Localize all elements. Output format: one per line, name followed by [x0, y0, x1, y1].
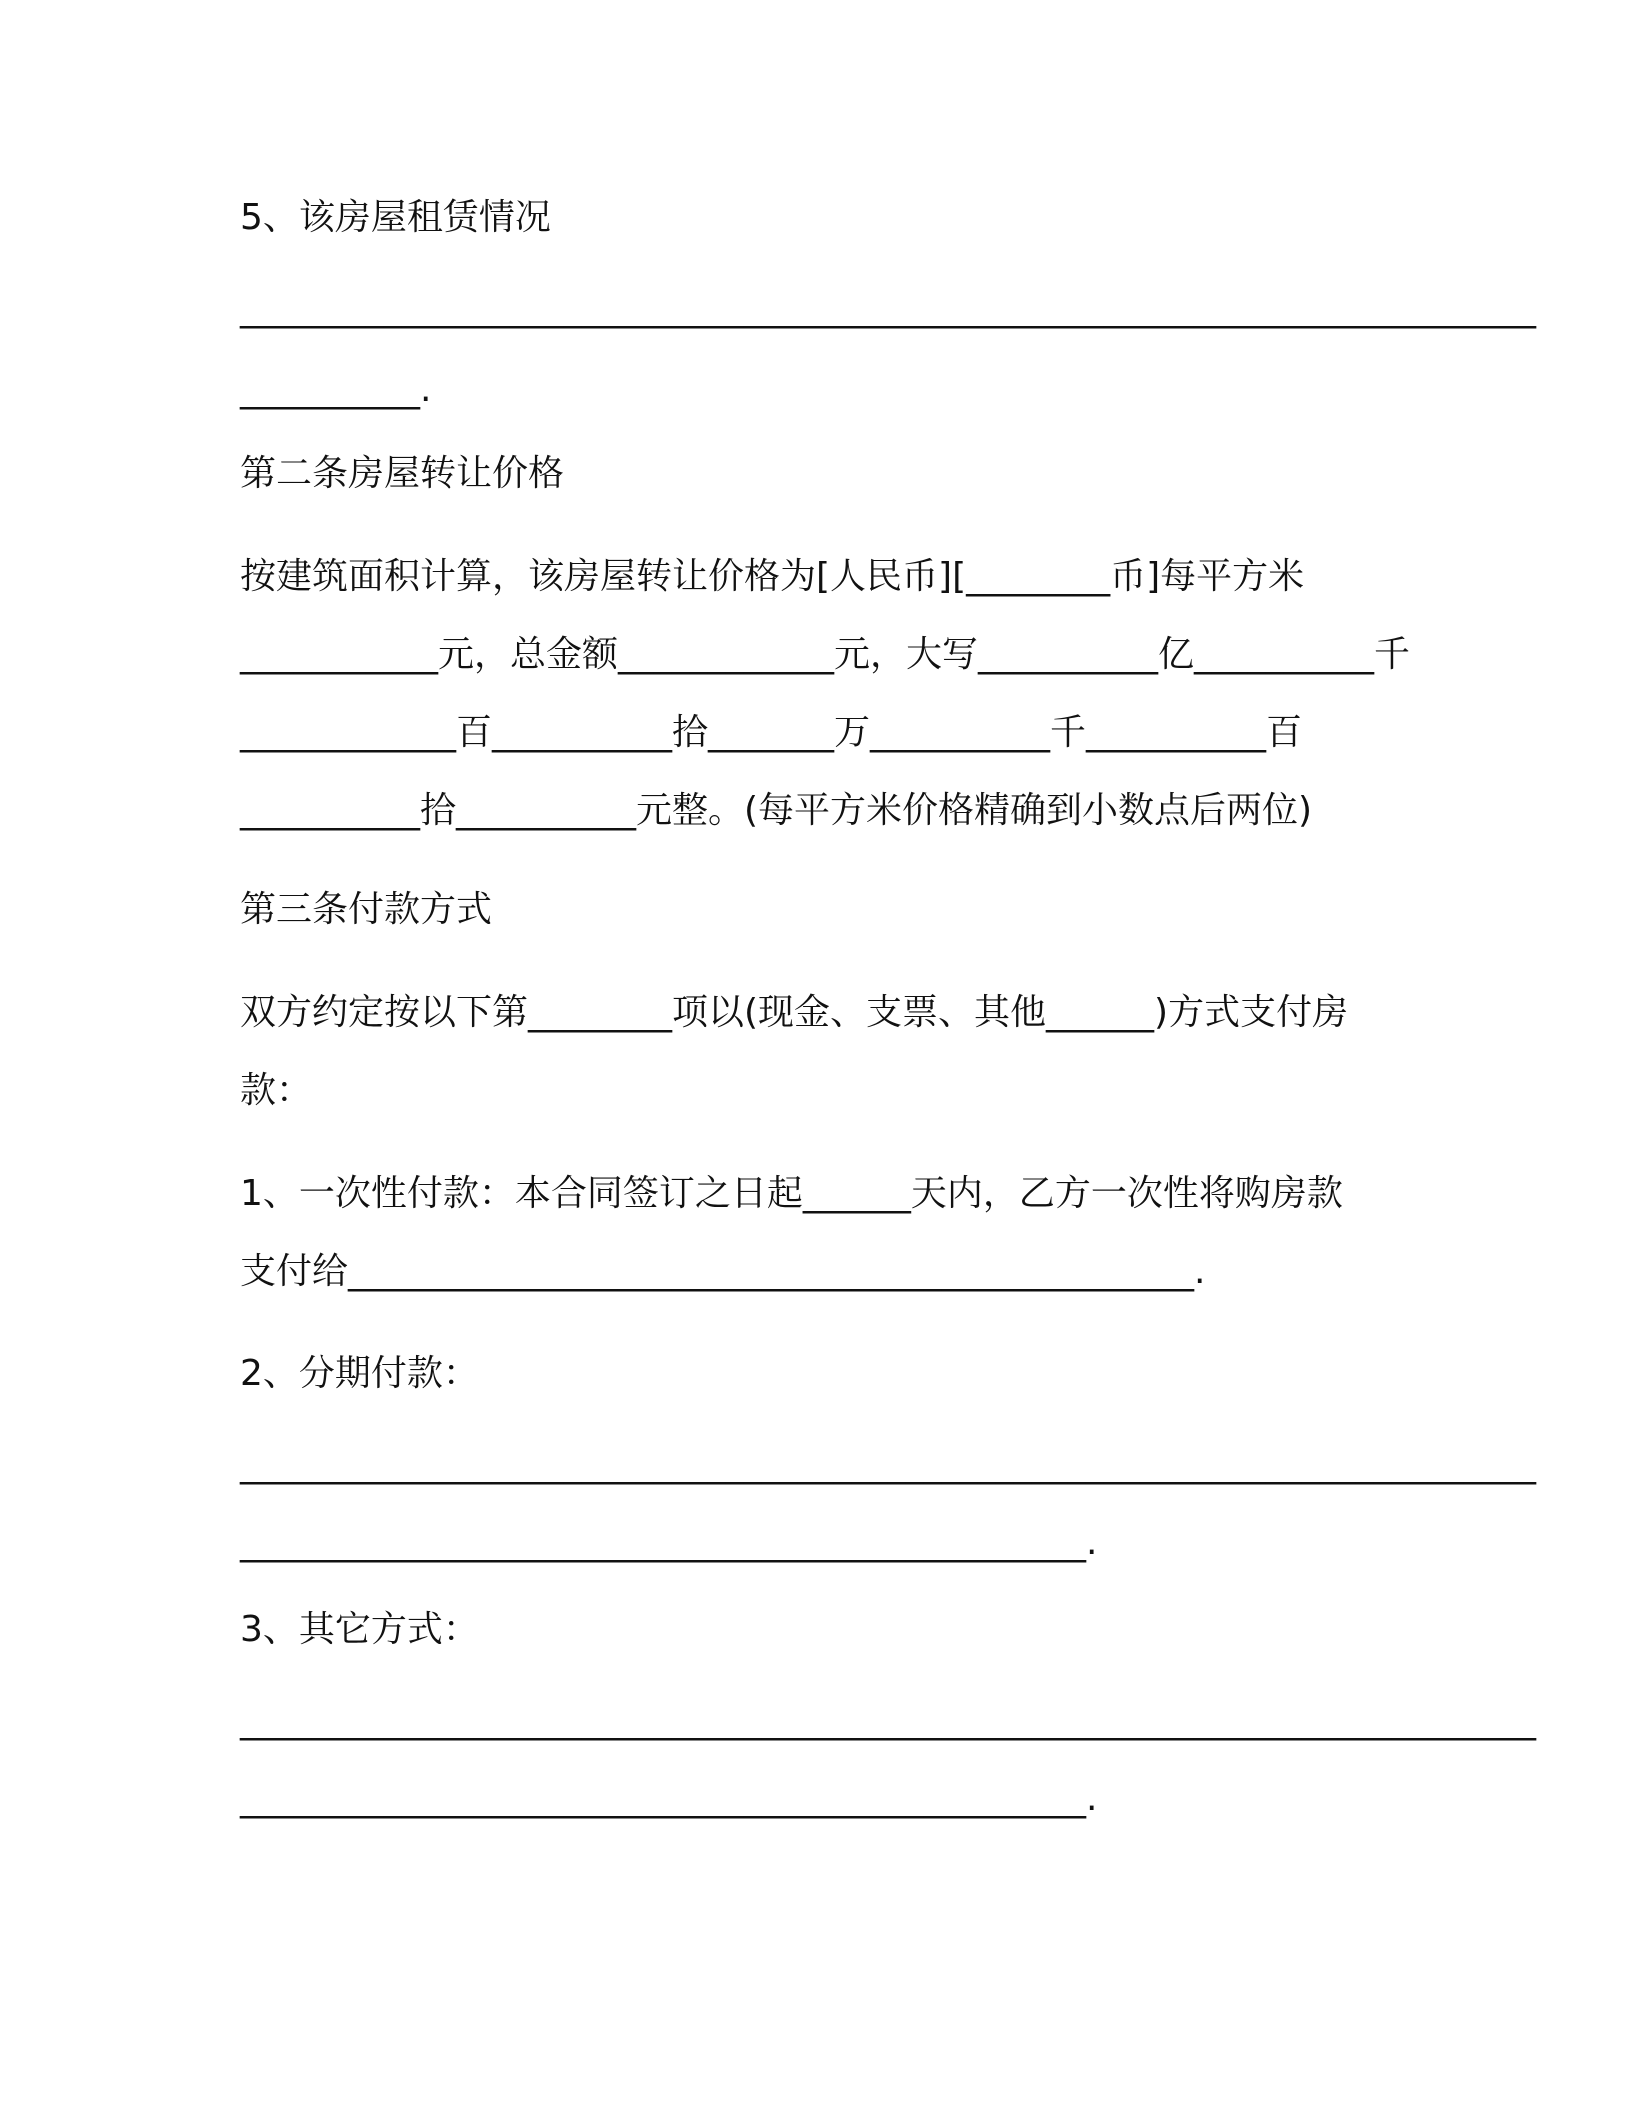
- lump-sum-line-1: 1、一次性付款：本合同签订之日起______天内，乙方一次性将购房款: [240, 1173, 1343, 1214]
- price-paragraph-line-2: ___________元，总金额____________元，大写__________亿__________千: [240, 634, 1411, 675]
- installment-blank-line: ________________________________________________________________________: [240, 1444, 1536, 1485]
- price-paragraph-line-1: 按建筑面积计算，该房屋转让价格为[人民币][________币]每平方米: [240, 556, 1305, 597]
- installment-heading: 2、分期付款：: [240, 1353, 479, 1394]
- lease-status-blank-line: ________________________________________________________________________: [240, 288, 1536, 329]
- other-method-heading: 3、其它方式：: [240, 1609, 479, 1650]
- payment-paragraph-line-2: 款：: [240, 1070, 313, 1111]
- payment-paragraph-line-1: 双方约定按以下第________项以(现金、支票、其他______)方式支付房: [240, 992, 1349, 1033]
- other-method-blank-line: ________________________________________________________________________: [240, 1700, 1536, 1741]
- lease-status-heading: 5、该房屋租赁情况: [240, 197, 551, 238]
- lump-sum-line-2: 支付给_______________________________________________.: [240, 1251, 1206, 1292]
- lease-status-blank-end: __________.: [240, 369, 432, 410]
- article-three-heading: 第三条付款方式: [240, 889, 493, 930]
- installment-blank-end: _______________________________________________.: [240, 1522, 1098, 1563]
- other-method-blank-end: _______________________________________________.: [240, 1778, 1098, 1819]
- price-paragraph-line-4: __________拾__________元整。(每平方米价格精确到小数点后两位): [240, 790, 1313, 831]
- price-paragraph-line-3: ____________百__________拾_______万__________千__________百: [240, 712, 1302, 753]
- article-two-heading: 第二条房屋转让价格: [240, 453, 565, 494]
